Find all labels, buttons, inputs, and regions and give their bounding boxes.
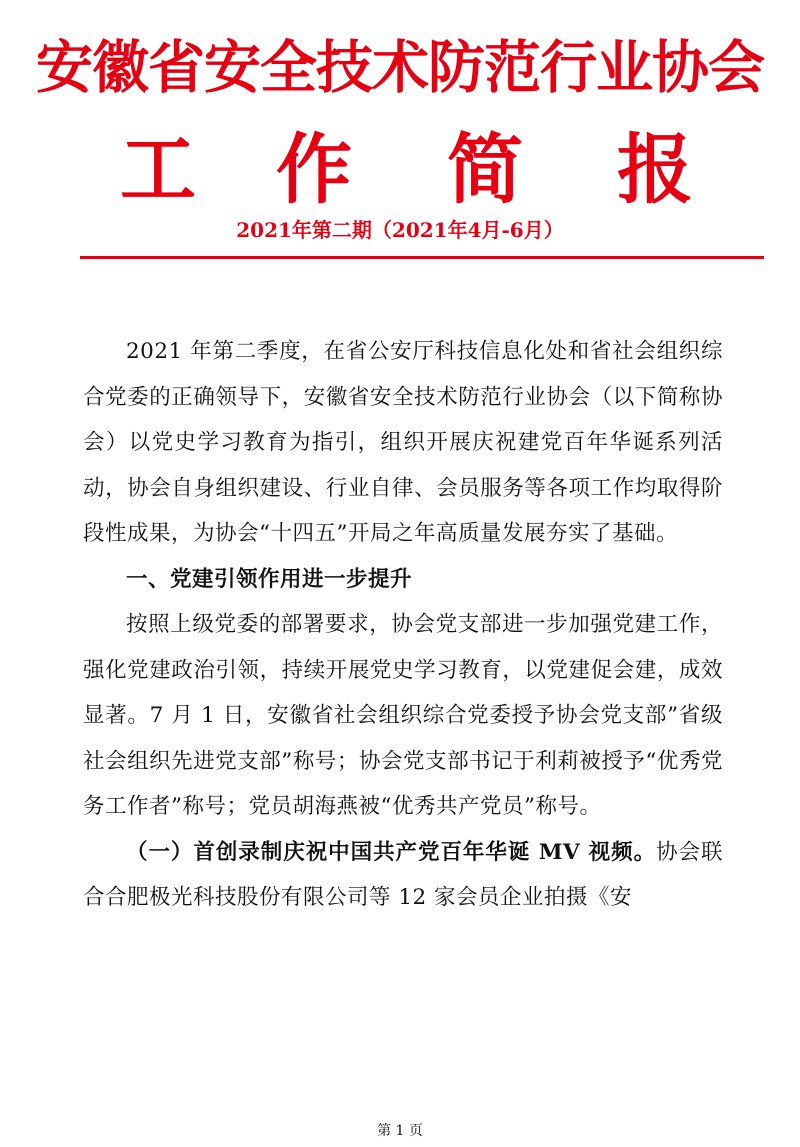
issue-label: 2021年第二期（2021年4月-6月） (236, 218, 564, 242)
section-paragraph: 按照上级党委的部署要求，协会党支部进一步加强党建工作，强化党建政治引领，持续开展党史学习教育，以党建促会建，成效显著。7 月 1 日，安徽省社会组织综合党委授予协会党支部”省级社会组织先进党支部”称号；协会党支部书记于利莉被授予“优秀党务工作者”称号；党员胡海燕被“优秀共产党员”称号。 (83, 612, 723, 819)
intro-paragraph: 2021 年第二季度，在省公安厅科技信息化处和省社会组织综合党委的正确领导下，安徽省安全技术防范行业协会（以下简称协会）以党史学习教育为指引，组织开展庆祝建党百年华诞系列活动，协会自身组织建设、行业自律、会员服务等各项工作均取得阶段性成果，为协会“十四五”开局之年高质量发展夯实了基础。 (83, 339, 723, 546)
section-heading: 一、党建引领作用进一步提升 (126, 566, 413, 592)
page-number: 第 1 页 (377, 1123, 423, 1139)
subsection-paragraph (83, 830, 723, 921)
document-body (83, 329, 723, 921)
masthead-title-char-1: 工 (120, 125, 196, 214)
subsection-heading: （一）首创录制庆祝中国共产党百年华诞 MV 视频。 (126, 839, 657, 865)
masthead-divider (80, 256, 764, 259)
masthead-title-char-2: 作 (276, 125, 352, 214)
masthead-org-name: 安徽省安全技术防范行业协会 (36, 34, 764, 101)
masthead-title-char-3: 简 (447, 125, 523, 214)
masthead-title-char-4: 报 (617, 125, 693, 214)
subsection-text: 协会联合合肥极光科技股份有限公司等 12 家会员企业拍摄《安 (83, 839, 723, 910)
